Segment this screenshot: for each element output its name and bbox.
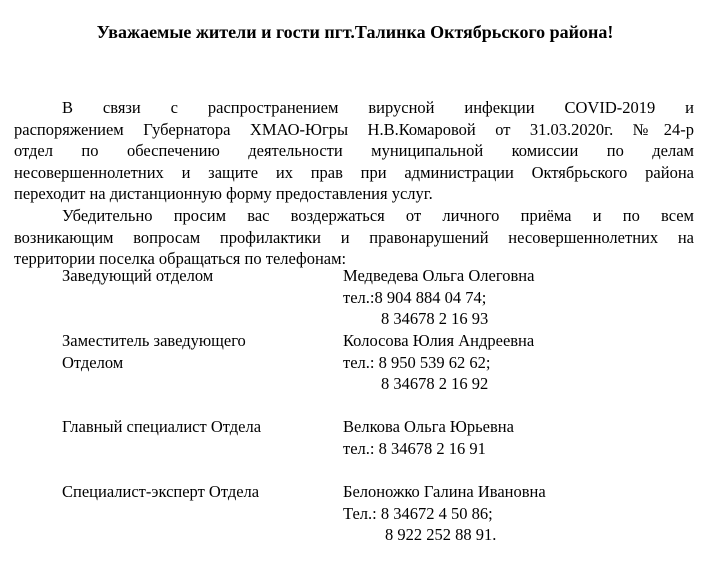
notice-paragraph-1	[14, 97, 694, 205]
contact-role-line: Специалист-эксперт Отдела	[62, 482, 260, 501]
contact-phone: тел.:8 904 884 04 74;	[343, 287, 487, 307]
contact-phone: 8 922 252 88 91.	[385, 525, 497, 544]
contact-name: Белоножко Галина Ивановна	[343, 482, 546, 501]
contact-phone: 8 34678 2 16 93	[381, 309, 489, 328]
contact-details	[343, 265, 703, 330]
contact-details	[343, 330, 703, 395]
contact-role-line: Главный специалист Отдела	[62, 417, 262, 436]
contact-details	[343, 481, 703, 546]
contact-name: Колосова Юлия Андреевна	[343, 331, 535, 350]
contact-role	[62, 330, 332, 373]
contact-phone: Тел.: 8 34672 4 50 86;	[343, 503, 493, 523]
contact-role-line: Заведующий отделом	[62, 266, 214, 285]
contact-role-line: Заместитель заведующего	[62, 331, 246, 350]
page-title: Уважаемые жители и гости пгт.Талинка Октябрьского района!	[96, 22, 614, 42]
contact-details	[343, 416, 703, 459]
contact-phone: тел.: 8 34678 2 16 91	[343, 438, 486, 458]
paragraph-line: В связи с распространением вирусной инфекции COVID-2019 и	[62, 98, 694, 117]
paragraph-line: несовершеннолетних и защите их прав при администрации Октябрьского района	[14, 162, 694, 182]
paragraph-line: территории поселка обращаться по телефонам:	[14, 249, 347, 268]
paragraph-line: возникающим вопросам профилактики и правонарушений несовершеннолетних на	[14, 227, 694, 247]
notice-paragraph-2	[14, 205, 694, 270]
contact-role	[62, 416, 332, 438]
contact-role-line: Отделом	[62, 352, 124, 372]
contact-name: Велкова Ольга Юрьевна	[343, 417, 514, 436]
contact-phone: 8 34678 2 16 92	[381, 374, 489, 393]
paragraph-line: переходит на дистанционную форму предоставления услуг.	[14, 184, 433, 203]
paragraph-line: отдел по обеспечению деятельности муниципальной комиссии по делам	[14, 141, 694, 160]
contact-role	[62, 481, 332, 503]
paragraph-line: распоряжением Губернатора ХМАО-Югры Н.В.Комаровой от 31.03.2020г. №24-р	[14, 119, 694, 139]
paragraph-line: Убедительно просим вас воздержаться от личного приёма и по всем	[62, 206, 694, 225]
contact-name: Медведева Ольга Олеговна	[343, 266, 535, 285]
contact-role	[62, 265, 332, 287]
contact-phone: тел.: 8 950 539 62 62;	[343, 352, 491, 372]
